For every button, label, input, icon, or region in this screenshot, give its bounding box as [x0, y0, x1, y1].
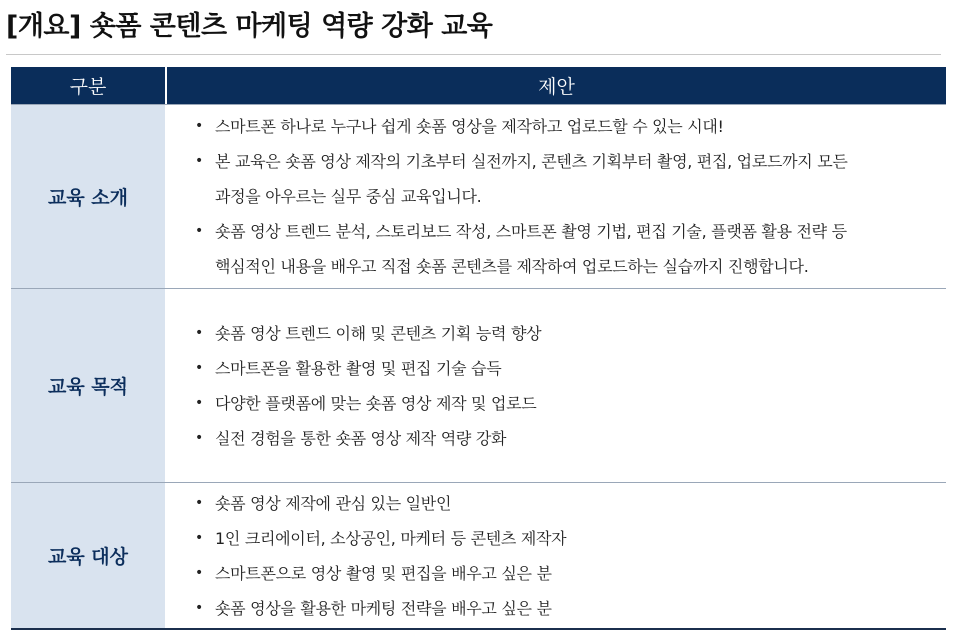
bullet-icon: •	[195, 359, 203, 376]
table-header	[11, 67, 946, 104]
row-label: 교육 대상	[11, 483, 167, 628]
row-content	[167, 289, 946, 482]
bullet-icon: •	[195, 494, 203, 511]
list-item: • 다양한 플랫폼에 맞는 숏폼 영상 제작 및 업로드	[195, 386, 946, 421]
list-item: • 본 교육은 숏폼 영상 제작의 기초부터 실전까지, 콘텐츠 기획부터 촬영, 편집, 업로드까지 모든 과정을 아우르는 실무 중심 교육입니다.	[195, 144, 946, 214]
bullet-list	[195, 316, 946, 456]
title-divider	[6, 54, 941, 55]
page-title: [개요] 숏폼 콘텐츠 마케팅 역량 강화 교육	[6, 11, 493, 42]
list-item: • 숏폼 영상 제작에 관심 있는 일반인	[195, 486, 946, 521]
row-content	[167, 105, 946, 288]
table-row	[11, 482, 946, 628]
bullet-icon: •	[195, 599, 203, 616]
list-item: • 스마트폰 하나로 누구나 쉽게 숏폼 영상을 제작하고 업로드할 수 있는 시대!	[195, 109, 946, 144]
bullet-icon: •	[195, 324, 203, 341]
bullet-icon: •	[195, 429, 203, 446]
row-content	[167, 483, 946, 628]
table-row	[11, 288, 946, 482]
table-row	[11, 104, 946, 288]
row-label: 교육 소개	[11, 105, 167, 288]
list-item: • 1인 크리에이터, 소상공인, 마케터 등 콘텐츠 제작자	[195, 521, 946, 556]
list-item: • 스마트폰으로 영상 촬영 및 편집을 배우고 싶은 분	[195, 556, 946, 591]
list-item: • 숏폼 영상 트렌드 이해 및 콘텐츠 기획 능력 향상	[195, 316, 946, 351]
list-item: • 숏폼 영상 트렌드 분석, 스토리보드 작성, 스마트폰 촬영 기법, 편집 기술, 플랫폼 활용 전략 등 핵심적인 내용을 배우고 직접 숏폼 콘텐츠를 제작하여 업로드하는 실습까지 진행합니다.	[195, 214, 946, 284]
bullet-icon: •	[195, 118, 203, 134]
bullet-icon: •	[195, 153, 203, 169]
list-item: • 실전 경험을 통한 숏폼 영상 제작 역량 강화	[195, 421, 946, 456]
bullet-icon: •	[195, 394, 203, 411]
list-item: • 스마트폰을 활용한 촬영 및 편집 기술 습득	[195, 351, 946, 386]
list-item: • 숏폼 영상을 활용한 마케팅 전략을 배우고 싶은 분	[195, 591, 946, 626]
bullet-icon: •	[195, 223, 203, 239]
bullet-icon: •	[195, 529, 203, 546]
bullet-list	[195, 486, 946, 626]
header-proposal: 제안	[538, 76, 575, 98]
row-label: 교육 목적	[11, 289, 167, 482]
overview-table	[11, 67, 946, 630]
bullet-icon: •	[195, 564, 203, 581]
header-category: 구분	[11, 67, 167, 104]
bullet-list	[195, 109, 946, 284]
